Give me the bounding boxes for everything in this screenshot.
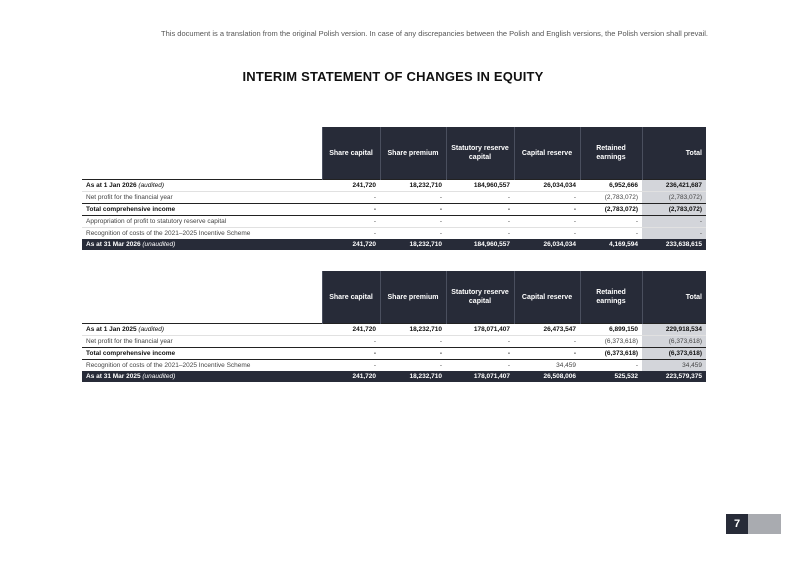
row-total-comprehensive-income (82, 204, 706, 216)
cell-statutory-reserve: 184,960,557 (446, 239, 514, 250)
col-share-premium: Share premium (380, 271, 446, 324)
col-statutory-reserve: Statutory reserve capital (446, 127, 514, 180)
row-label (82, 324, 322, 336)
col-capital-reserve: Capital reserve (514, 271, 580, 324)
header-blank (82, 271, 322, 324)
cell-share-capital: - (322, 192, 380, 204)
row-label-text: Appropriation of profit to statutory reserve capital (86, 218, 227, 225)
col-retained-earnings: Retained earnings (580, 271, 642, 324)
cell-retained-earnings: - (580, 216, 642, 228)
cell-retained-earnings: (6,373,618) (580, 336, 642, 348)
cell-share-capital: - (322, 348, 380, 360)
row-opening-balance (82, 324, 706, 336)
row-incentive-scheme (82, 228, 706, 240)
row-label-text: Total comprehensive income (86, 206, 176, 213)
cell-capital-reserve: 26,508,006 (514, 371, 580, 382)
col-share-premium: Share premium (380, 127, 446, 180)
cell-share-capital: 241,720 (322, 239, 380, 250)
row-net-profit (82, 192, 706, 204)
cell-share-capital: 241,720 (322, 324, 380, 336)
cell-share-premium: - (380, 348, 446, 360)
cell-total: 223,579,375 (642, 371, 706, 382)
cell-share-capital: - (373, 230, 376, 237)
cell-retained-earnings: (2,783,072) (580, 192, 642, 204)
col-share-capital: Share capital (322, 127, 380, 180)
header-row (82, 271, 706, 324)
cell-statutory-reserve: - (446, 192, 514, 204)
cell-statutory-reserve: - (507, 362, 510, 369)
row-label (82, 360, 322, 372)
page-number-badge (726, 514, 781, 534)
row-label-text: Net profit for the financial year (86, 194, 173, 201)
cell-share-capital: - (322, 204, 380, 216)
col-total: Total (642, 271, 706, 324)
row-label-text: As at 31 Mar 2025 (86, 373, 141, 380)
row-label-text: As at 1 Jan 2025 (86, 326, 137, 333)
cell-share-premium: - (380, 336, 446, 348)
cell-share-capital: 241,720 (322, 180, 380, 192)
cell-statutory-reserve: - (446, 216, 514, 228)
row-label (82, 371, 322, 382)
cell-statutory-reserve: 184,960,557 (446, 180, 514, 192)
cell-retained-earnings: - (635, 362, 638, 369)
col-total: Total (642, 127, 706, 180)
cell-statutory-reserve: 178,071,407 (446, 324, 514, 336)
row-label-note: (audited) (138, 182, 165, 189)
cell-share-capital: - (322, 336, 380, 348)
cell-capital-reserve: - (573, 230, 576, 237)
cell-capital-reserve: 26,473,547 (514, 324, 580, 336)
cell-total: 236,421,687 (642, 180, 706, 192)
header-blank (82, 127, 322, 180)
row-label-note: (audited) (138, 326, 165, 333)
cell-retained-earnings: 6,952,666 (580, 180, 642, 192)
row-label (82, 336, 322, 348)
cell-capital-reserve: - (514, 192, 580, 204)
col-retained-earnings: Retained earnings (580, 127, 642, 180)
cell-retained-earnings: 525,532 (580, 371, 642, 382)
col-share-capital: Share capital (322, 271, 380, 324)
cell-total: 229,918,534 (642, 324, 706, 336)
cell-capital-reserve: - (514, 216, 580, 228)
cell-capital-reserve: 26,034,034 (514, 239, 580, 250)
equity-table-2026 (82, 127, 706, 250)
cell-statutory-reserve: - (446, 204, 514, 216)
row-closing-balance (82, 371, 706, 382)
cell-capital-reserve: 34,459 (556, 362, 576, 369)
equity-table-2025 (82, 271, 706, 382)
col-capital-reserve: Capital reserve (514, 127, 580, 180)
row-label-note: (unaudited) (142, 373, 176, 380)
cell-share-premium: 18,232,710 (380, 180, 446, 192)
row-label-text: Recognition of costs of the 2021–2025 Incentive Scheme (86, 362, 251, 369)
row-label-text: Net profit for the financial year (86, 338, 173, 345)
row-closing-balance (82, 239, 706, 250)
row-label (82, 180, 322, 192)
row-label (82, 204, 322, 216)
cell-total: - (642, 228, 706, 240)
cell-statutory-reserve: 178,071,407 (446, 371, 514, 382)
cell-share-premium: - (380, 204, 446, 216)
row-label-text: Recognition of costs of the 2021–2025 Incentive Scheme (86, 230, 251, 237)
cell-share-premium: 18,232,710 (380, 371, 446, 382)
row-label (82, 348, 322, 360)
cell-total: 34,459 (642, 360, 706, 372)
cell-total: (6,373,618) (642, 348, 706, 360)
cell-retained-earnings: (6,373,618) (580, 348, 642, 360)
cell-retained-earnings: 4,169,594 (580, 239, 642, 250)
cell-share-premium: 18,232,710 (380, 324, 446, 336)
cell-share-capital: - (322, 216, 380, 228)
row-label-text: As at 31 Mar 2026 (86, 241, 141, 248)
cell-share-premium: - (439, 362, 442, 369)
row-net-profit (82, 336, 706, 348)
cell-capital-reserve: 26,034,034 (514, 180, 580, 192)
row-label (82, 216, 322, 228)
cell-statutory-reserve: - (446, 348, 514, 360)
header-row (82, 127, 706, 180)
cell-share-premium: - (380, 216, 446, 228)
cell-capital-reserve: - (514, 336, 580, 348)
translation-disclaimer: This document is a translation from the original Polish version. In case of any discrepancies between the Polish and English versions, the Polish version shall prevail. (161, 29, 708, 38)
cell-total: - (642, 216, 706, 228)
cell-total: (2,783,072) (642, 192, 706, 204)
cell-share-capital: 241,720 (322, 371, 380, 382)
cell-retained-earnings: (2,783,072) (580, 204, 642, 216)
row-label-text: Total comprehensive income (86, 350, 176, 357)
cell-total: (2,783,072) (642, 204, 706, 216)
cell-statutory-reserve: - (507, 230, 510, 237)
cell-share-premium: - (380, 192, 446, 204)
cell-retained-earnings: 6,899,150 (580, 324, 642, 336)
row-label (82, 239, 322, 250)
row-label-text: As at 1 Jan 2026 (86, 182, 137, 189)
cell-statutory-reserve: - (446, 336, 514, 348)
col-statutory-reserve: Statutory reserve capital (446, 271, 514, 324)
row-incentive-scheme (82, 360, 706, 372)
row-label (82, 192, 322, 204)
row-total-comprehensive-income (82, 348, 706, 360)
cell-total: 233,638,615 (642, 239, 706, 250)
cell-capital-reserve: - (514, 204, 580, 216)
cell-share-capital: - (373, 362, 376, 369)
cell-share-premium: 18,232,710 (380, 239, 446, 250)
cell-total: (6,373,618) (642, 336, 706, 348)
cell-share-premium: - (439, 230, 442, 237)
page-title: INTERIM STATEMENT OF CHANGES IN EQUITY (242, 69, 544, 84)
page-number: 7 (726, 514, 748, 534)
row-opening-balance (82, 180, 706, 192)
cell-retained-earnings: - (635, 230, 638, 237)
row-label (82, 228, 322, 240)
cell-capital-reserve: - (514, 348, 580, 360)
row-label-note: (unaudited) (142, 241, 176, 248)
row-appropriation (82, 216, 706, 228)
